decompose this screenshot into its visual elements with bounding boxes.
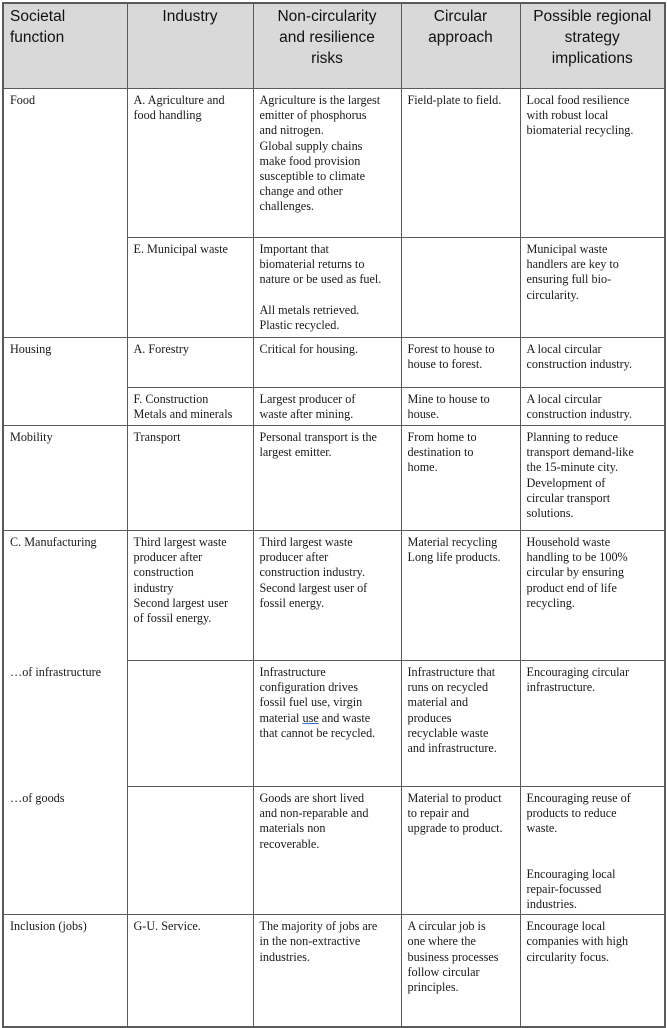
cell-text-line: construction <box>133 565 194 580</box>
implications-cell <box>520 388 665 426</box>
cell-text-line: recoverable. <box>259 836 320 851</box>
cell-text-line: Household waste <box>526 535 611 549</box>
cell-text-line: Agriculture is the largest <box>259 93 381 107</box>
cell-text-line: biomaterial recycling. <box>526 123 634 138</box>
cell-text-line: industry <box>133 580 174 595</box>
industry-cell <box>127 89 253 238</box>
cell-text-line: Second largest user <box>133 595 229 610</box>
cell-text-line: of fossil energy. <box>133 611 212 626</box>
cell-text-line: Critical for housing. <box>259 342 358 356</box>
cell-text-line: companies with high <box>526 934 629 949</box>
approach-cell <box>401 238 520 338</box>
header-text-line: Societal <box>10 8 66 25</box>
cell-text-line: Material to product <box>407 791 502 805</box>
cell-text-line: Infrastructure <box>259 665 326 679</box>
header-text-line: risks <box>311 50 343 67</box>
cell-text-line: Infrastructure that <box>407 665 496 679</box>
table-row <box>3 338 665 388</box>
cell-text-line: material use and waste <box>259 710 371 725</box>
cell-text-line: …of goods <box>10 790 65 805</box>
function-cell <box>3 426 127 531</box>
header-text-line: Circular <box>433 8 488 25</box>
cell-text-line: Encouraging circular <box>526 665 630 679</box>
cell-text-line: From home to <box>407 430 477 444</box>
cell-text-line: solutions. <box>526 506 574 521</box>
cell-text-line: circular by ensuring <box>526 565 624 580</box>
risks-cell <box>253 238 401 338</box>
implications-cell <box>520 426 665 531</box>
header-text-line: and resilience <box>279 29 375 46</box>
cell-text-line: handlers are key to <box>526 257 619 272</box>
implications-cell <box>520 787 665 915</box>
cell-text-line: transport demand-like <box>526 445 634 460</box>
cell-text-line: Encouraging reuse of <box>526 791 631 805</box>
cell-text-line: A local circular <box>526 392 602 406</box>
cell-text-line: Planning to reduce <box>526 430 618 444</box>
cell-text-line: Material recycling <box>407 535 498 549</box>
cell-text-line: Personal transport is the <box>259 430 377 444</box>
industry-cell <box>127 388 253 426</box>
header-risks <box>253 3 401 89</box>
approach-cell <box>401 531 520 661</box>
cell-text-line: destination to <box>407 445 474 460</box>
cell-text-line: biomaterial returns to <box>259 257 365 272</box>
header-text-line: Industry <box>162 8 218 25</box>
cell-text-line: Largest producer of <box>259 392 356 406</box>
cell-text-line: ensuring full bio- <box>526 272 612 287</box>
cell-text-line: waste after mining. <box>259 407 354 422</box>
cell-text-line: business processes <box>407 949 499 964</box>
risks-cell <box>253 787 401 915</box>
cell-text-line: G-U. Service. <box>133 919 201 934</box>
cell-text-line: product end of life <box>526 580 617 595</box>
implications-cell <box>520 238 665 338</box>
function-cell <box>3 238 127 338</box>
header-text-line: Possible regional <box>533 8 652 25</box>
cell-text-line: produces <box>407 710 452 725</box>
approach-cell <box>401 661 520 787</box>
header-societal-function <box>3 3 127 89</box>
cell-text-line: Mine to house to <box>407 392 490 406</box>
cell-text-line: Metals and minerals <box>133 407 233 422</box>
approach-cell <box>401 89 520 238</box>
cell-text-line: C. Manufacturing <box>10 535 97 549</box>
cell-text-line: Global supply chains <box>259 138 363 153</box>
header-text-line: implications <box>551 50 633 67</box>
cell-text-line: configuration drives <box>259 680 358 695</box>
header-circular-approach <box>401 3 520 89</box>
implications-cell <box>520 338 665 388</box>
cell-text-line: Encouraging local <box>526 866 616 881</box>
cell-text-line: F. Construction <box>133 392 209 406</box>
cell-text-line: and nitrogen. <box>259 123 324 138</box>
cell-text-line: Long life products. <box>407 550 501 565</box>
cell-text-line: material and <box>407 695 469 710</box>
industry-cell <box>127 338 253 388</box>
cell-text-line: Housing <box>10 342 52 356</box>
implications-cell <box>520 89 665 238</box>
cell-text-line: industries. <box>526 897 577 912</box>
risks-cell <box>253 89 401 238</box>
cell-text-line: products to reduce <box>526 806 617 821</box>
cell-text-line: fossil fuel use, virgin <box>259 695 363 710</box>
risks-cell <box>253 426 401 531</box>
cell-text-line: repair-focussed <box>526 881 602 896</box>
cell-text-line: in the non-extractive <box>259 934 361 949</box>
cell-text-line: …of infrastructure <box>10 664 102 679</box>
cell-text-line: house to forest. <box>407 357 483 372</box>
cell-text-line: and infrastructure. <box>407 741 497 756</box>
implications-cell <box>520 531 665 661</box>
cell-text-line: Encourage local <box>526 919 606 934</box>
circularity-table <box>2 2 666 1028</box>
blank-line <box>260 288 395 303</box>
cell-text-line: producer after <box>133 550 203 565</box>
cell-text-line: to repair and <box>407 806 470 821</box>
blank-line <box>527 837 659 852</box>
cell-text-line: Important that <box>259 242 329 256</box>
table-row <box>3 915 665 1027</box>
cell-text-line: All metals retrieved. <box>259 302 360 317</box>
cell-text-line: Mobility <box>10 430 53 444</box>
implications-cell <box>520 661 665 787</box>
blank-line <box>527 852 659 867</box>
function-cell <box>3 915 127 1027</box>
function-cell <box>3 388 127 426</box>
cell-text-line: producer after <box>259 550 329 565</box>
approach-cell <box>401 787 520 915</box>
cell-text-line: recycling. <box>526 595 575 610</box>
cell-text-line: change and other <box>259 184 343 199</box>
cell-text-line: materials non <box>259 821 326 836</box>
cell-text-line: A. Forestry <box>133 342 190 356</box>
cell-text-line: Third largest waste <box>259 535 353 549</box>
table-row <box>3 89 665 238</box>
cell-text-line: and non-reparable and <box>259 806 369 821</box>
cell-text-line: that cannot be recycled. <box>259 725 376 740</box>
risks-cell <box>253 661 401 787</box>
cell-text-line: Transport <box>133 430 181 444</box>
cell-text-line: nature or be used as fuel. <box>259 272 382 287</box>
cell-text-line: runs on recycled <box>407 680 489 695</box>
header-strategy-implications <box>520 3 665 89</box>
header-industry <box>127 3 253 89</box>
header-row <box>3 3 665 89</box>
risks-cell <box>253 915 401 1027</box>
cell-text-line: waste. <box>526 821 558 836</box>
cell-text-line: Municipal waste <box>526 242 608 256</box>
cell-text-line: emitter of phosphorus <box>259 108 367 123</box>
table-row <box>3 238 665 338</box>
cell-text-line: recyclable waste <box>407 725 489 740</box>
cell-text-line: A circular job is <box>407 919 486 934</box>
cell-text-line: make food provision <box>259 153 361 168</box>
table-row <box>3 787 665 915</box>
cell-text-line: Forest to house to <box>407 342 495 356</box>
industry-cell <box>127 661 253 787</box>
cell-text-line: susceptible to climate <box>259 169 366 184</box>
cell-text-line: Plastic recycled. <box>259 317 340 332</box>
header-text-line: Non-circularity <box>277 8 377 25</box>
cell-text-line: Inclusion (jobs) <box>10 919 87 934</box>
cell-text-line: A. Agriculture and <box>133 93 225 107</box>
function-cell <box>3 89 127 238</box>
cell-text-line: construction industry. <box>526 407 632 422</box>
cell-text-line: house. <box>407 407 439 422</box>
cell-text-line: Development of <box>526 475 606 490</box>
cell-text-line: construction industry. <box>526 357 632 372</box>
risks-cell <box>253 388 401 426</box>
cell-text-line: Goods are short lived <box>259 791 365 805</box>
cell-text-line: fossil energy. <box>259 595 325 610</box>
cell-text-line: principles. <box>407 980 459 995</box>
cell-text-line: with robust local <box>526 108 609 123</box>
industry-cell <box>127 426 253 531</box>
cell-text-line: circular transport <box>526 490 611 505</box>
approach-cell <box>401 915 520 1027</box>
cell-text-line: Local food resilience <box>526 93 630 107</box>
risks-cell <box>253 531 401 661</box>
industry-cell <box>127 787 253 915</box>
cell-text-line: Food <box>10 93 36 107</box>
cell-text-line: largest emitter. <box>259 445 332 460</box>
function-cell <box>3 787 127 915</box>
approach-cell <box>401 338 520 388</box>
cell-text-line: challenges. <box>259 199 314 214</box>
approach-cell <box>401 388 520 426</box>
table-row <box>3 661 665 787</box>
table-row <box>3 388 665 426</box>
implications-cell <box>520 915 665 1027</box>
function-cell <box>3 531 127 661</box>
cell-text-line: circularity. <box>526 287 579 302</box>
table-row <box>3 426 665 531</box>
header-text-line: function <box>10 29 65 46</box>
industry-cell <box>127 238 253 338</box>
cell-text-line: handling to be 100% <box>526 550 628 565</box>
cell-text-line: Field-plate to field. <box>407 93 502 107</box>
function-cell <box>3 661 127 787</box>
industry-cell <box>127 531 253 661</box>
cell-text-line: the 15-minute city. <box>526 460 619 475</box>
header-text-line: strategy <box>564 29 620 46</box>
industry-cell <box>127 915 253 1027</box>
function-cell <box>3 338 127 388</box>
header-text-line: approach <box>428 29 493 46</box>
cell-text-line: Third largest waste <box>133 535 227 549</box>
spellcheck-underlined-word: use <box>302 710 319 725</box>
cell-text-line: A local circular <box>526 342 602 356</box>
cell-text-line: industries. <box>259 949 310 964</box>
cell-text-line: follow circular <box>407 964 480 979</box>
cell-text-line: E. Municipal waste <box>133 242 228 256</box>
approach-cell <box>401 426 520 531</box>
cell-text-line: food handling <box>133 108 202 123</box>
cell-text-line: construction industry. <box>259 565 365 580</box>
table-row <box>3 531 665 661</box>
cell-text-line: infrastructure. <box>526 680 596 695</box>
cell-text-line: home. <box>407 460 438 475</box>
cell-text-line: one where the <box>407 934 476 949</box>
risks-cell <box>253 338 401 388</box>
cell-text-line: circularity focus. <box>526 949 610 964</box>
cell-text-line: upgrade to product. <box>407 821 503 836</box>
cell-text-line: Second largest user of <box>259 580 368 595</box>
cell-text-line: The majority of jobs are <box>259 919 378 934</box>
